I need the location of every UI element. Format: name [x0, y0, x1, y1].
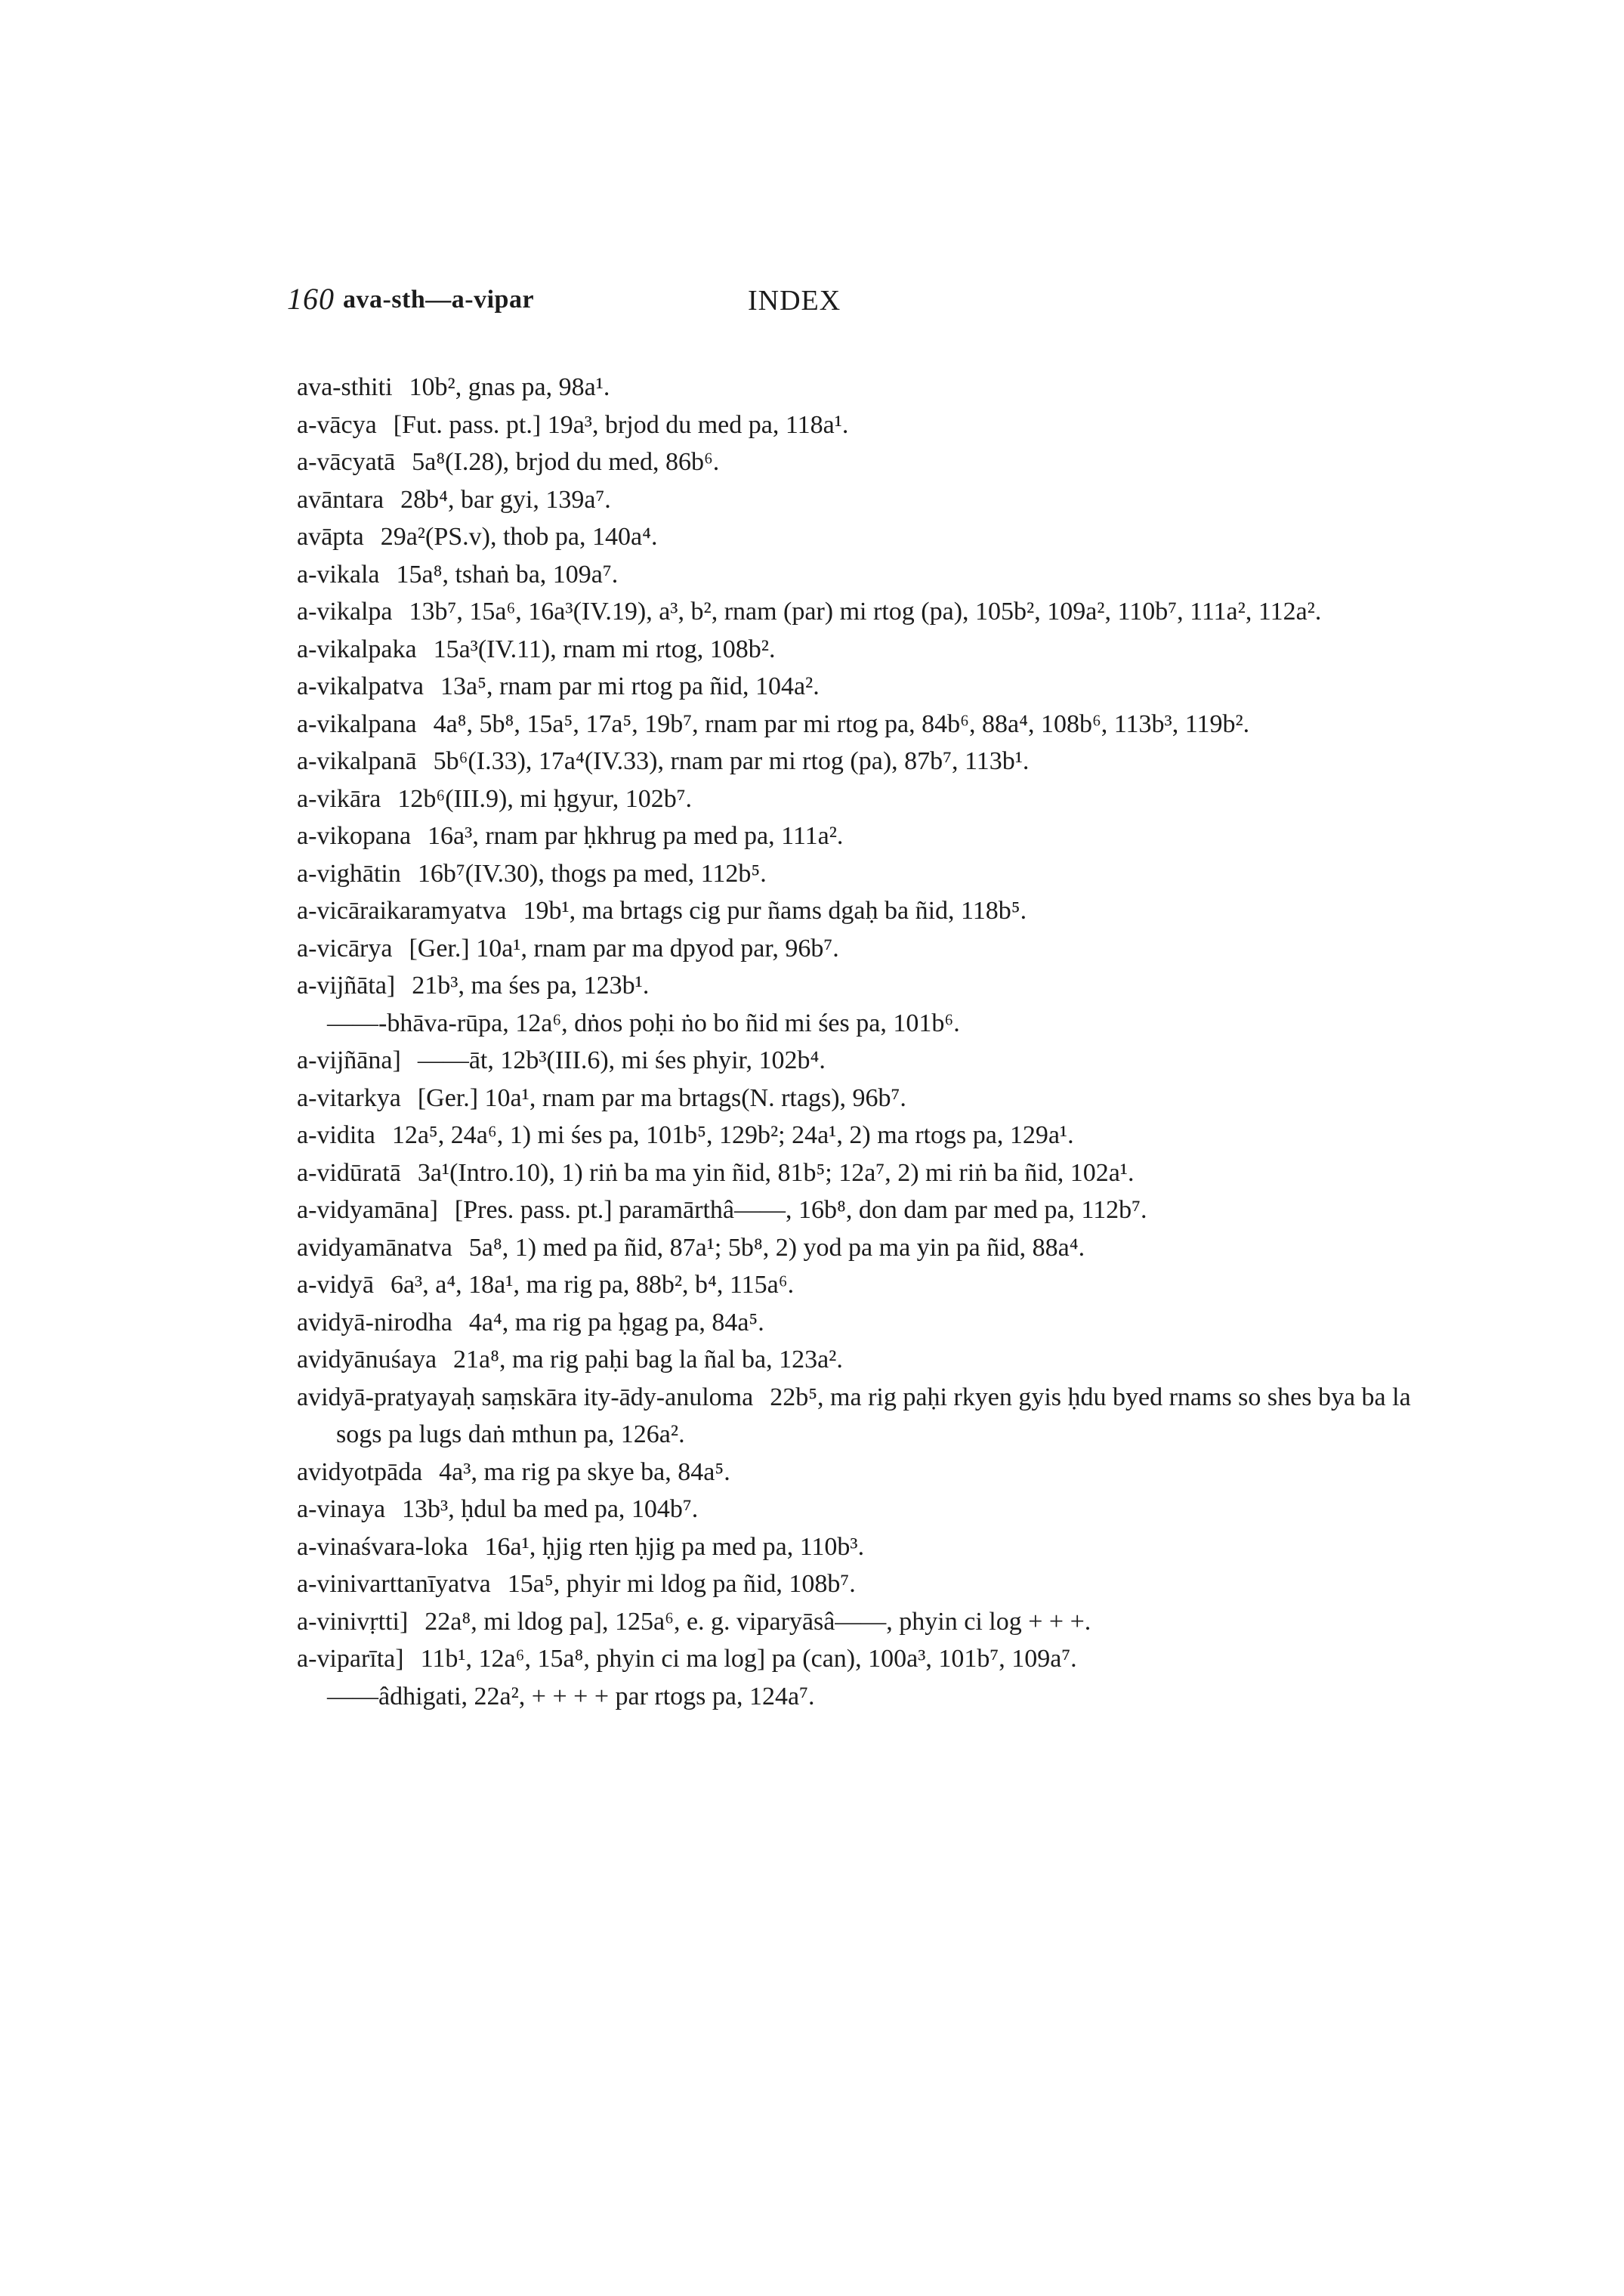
entry-headword: a-vikopana	[297, 822, 412, 850]
entry-headword: avidyamānatva	[297, 1233, 452, 1262]
entry-body: 15a⁸, tshaṅ ba, 109a⁷.	[396, 560, 619, 589]
entry-headword: a-vidūratā	[297, 1158, 401, 1187]
entry-body: 4a⁸, 5b⁸, 15a⁵, 17a⁵, 19b⁷, rnam par mi rtog pa, 84b⁶, 88a⁴, 108b⁶, 113b³, 119b².	[433, 709, 1250, 738]
index-entry	[297, 817, 1354, 855]
index-entry	[297, 369, 1354, 406]
entry-headword: a-vikalpana	[297, 709, 417, 738]
entry-body: 5a⁸(I.28), brjod du med, 86b⁶.	[412, 448, 720, 476]
index-entry	[297, 1117, 1354, 1154]
index-entry	[297, 1266, 1354, 1304]
entry-headword: a-vitarkya	[297, 1083, 401, 1112]
index-entry	[297, 930, 1354, 968]
entry-body: 15a³(IV.11), rnam mi rtog, 108b².	[433, 635, 776, 663]
entry-headword: avidyā-pratyayaḥ saṃskāra ity-ādy-anuloma	[297, 1383, 754, 1411]
entry-headword: a-vicārya	[297, 934, 393, 963]
index-entry	[297, 1528, 1354, 1566]
page-number: 160	[287, 282, 335, 316]
entry-headword: a-vijñāta]	[297, 972, 396, 1000]
entry-headword: avāpta	[297, 523, 364, 551]
index-entry	[297, 1154, 1354, 1192]
entry-headword: a-vidita	[297, 1121, 375, 1149]
entry-headword: a-vācyatā	[297, 448, 396, 476]
entry-headword: a-vācya	[297, 410, 377, 439]
entry-body: 21a⁸, ma rig paḥi bag la ñal ba, 123a².	[453, 1346, 843, 1374]
entry-headword: a-vikala	[297, 560, 380, 589]
index-entry	[297, 967, 1354, 1005]
index-entry	[297, 1304, 1354, 1342]
entry-headword: a-vikalpa	[297, 598, 393, 626]
entry-body: 16b⁷(IV.30), thogs pa med, 112b⁵.	[417, 859, 767, 888]
entry-headword: a-vinaya	[297, 1495, 386, 1523]
entry-body: ——-bhāva-rūpa, 12a⁶, dṅos poḥi ṅo bo ñid mi śes pa, 101b⁶.	[327, 1009, 960, 1037]
entry-body: 6a³, a⁴, 18a¹, ma rig pa, 88b², b⁴, 115a⁶.	[390, 1271, 795, 1299]
index-entry	[297, 1080, 1354, 1117]
entry-headword: a-vinivarttanīyatva	[297, 1570, 491, 1598]
index-entry	[297, 1042, 1354, 1080]
entry-body: 10b², gnas pa, 98a¹.	[409, 373, 610, 401]
entry-body: 5b⁶(I.33), 17a⁴(IV.33), rnam par mi rtog (pa), 87b⁷, 113b¹.	[433, 747, 1030, 775]
entry-headword: a-vicāraikaramyatva	[297, 897, 507, 925]
entry-body: [Ger.] 10a¹, rnam par ma brtags(N. rtags), 96b⁷.	[417, 1083, 906, 1112]
entry-body: 11b¹, 12a⁶, 15a⁸, phyin ci ma log] pa (can), 100a³, 101b⁷, 109a⁷.	[420, 1645, 1077, 1673]
entry-headword: avidyā-nirodha	[297, 1308, 452, 1337]
entry-body: 15a⁵, phyir mi ldog pa ñid, 108b⁷.	[507, 1570, 856, 1598]
entry-headword: a-viparīta]	[297, 1645, 404, 1673]
index-subentry	[297, 1005, 1354, 1043]
index-entry	[297, 631, 1354, 669]
entry-headword: a-vikalpanā	[297, 747, 417, 775]
entry-body: 12a⁵, 24a⁶, 1) mi śes pa, 101b⁵, 129b²; 24a¹, 2) ma rtogs pa, 129a¹.	[391, 1121, 1074, 1149]
index-entry	[297, 780, 1354, 818]
entry-body: ——âdhigati, 22a², + + + + par rtogs pa, 124a⁷.	[327, 1682, 815, 1710]
entry-headword: a-vidyā	[297, 1271, 374, 1299]
entry-headword: avidyotpāda	[297, 1457, 423, 1486]
entry-body: 28b⁴, bar gyi, 139a⁷.	[400, 485, 611, 514]
index-entry	[297, 481, 1354, 519]
entry-headword: a-vinivṛtti]	[297, 1607, 409, 1636]
index-entry	[297, 443, 1354, 481]
index-entry	[297, 892, 1354, 930]
running-head: ava-sth—a-vipar	[343, 286, 535, 314]
entry-headword: a-vighātin	[297, 859, 401, 888]
entry-body: 13b⁷, 15a⁶, 16a³(IV.19), a³, b², rnam (par) mi rtog (pa), 105b², 109a², 110b⁷, 111a², 112a².	[409, 598, 1322, 626]
entry-body: 22b⁵, ma rig paḥi rkyen gyis ḥdu byed rnams so shes bya ba la sogs pa lugs daṅ mthun pa, 126a².	[336, 1383, 1411, 1448]
entry-headword: avāntara	[297, 485, 384, 514]
index-entry	[297, 406, 1354, 444]
page-header	[287, 281, 1345, 326]
index-entry	[297, 518, 1354, 556]
entry-body: 22a⁸, mi ldog pa], 125a⁶, e. g. viparyāsâ——, phyin ci log + + +.	[425, 1607, 1091, 1636]
index-entry	[297, 743, 1354, 780]
index-entry	[297, 1454, 1354, 1491]
entry-body: 16a¹, ḥjig rten ḥjig pa med pa, 110b³.	[484, 1532, 865, 1561]
entry-headword: a-vikalpatva	[297, 672, 425, 700]
entry-headword: a-vinaśvara-loka	[297, 1532, 468, 1561]
entry-headword: a-vijñāna]	[297, 1046, 401, 1074]
entry-headword: a-vidyamāna]	[297, 1196, 438, 1224]
index-entry	[297, 1491, 1354, 1528]
index-entry	[297, 1565, 1354, 1603]
entry-headword: a-vikalpaka	[297, 635, 417, 663]
entry-headword: ava-sthiti	[297, 373, 393, 401]
entry-headword: a-vikāra	[297, 784, 381, 813]
index-entry	[297, 668, 1354, 706]
entry-body: [Pres. pass. pt.] paramārthâ——, 16b⁸, don dam par med pa, 112b⁷.	[454, 1196, 1147, 1224]
index-subentry	[297, 1678, 1354, 1716]
index-entry	[297, 855, 1354, 893]
entry-body: 29a²(PS.v), thob pa, 140a⁴.	[380, 523, 658, 551]
entry-body: 5a⁸, 1) med pa ñid, 87a¹; 5b⁸, 2) yod pa ma yin pa ñid, 88a⁴.	[468, 1233, 1085, 1262]
index-entry	[297, 1379, 1431, 1454]
entry-body: 4a³, ma rig pa skye ba, 84a⁵.	[439, 1457, 730, 1486]
entry-body: 4a⁴, ma rig pa ḥgag pa, 84a⁵.	[468, 1308, 764, 1337]
page-title: INDEX	[748, 285, 841, 317]
entry-body: 12b⁶(III.9), mi ḥgyur, 102b⁷.	[397, 784, 693, 813]
entry-headword: avidyānuśaya	[297, 1346, 437, 1374]
entry-body: ——āt, 12b³(III.6), mi śes phyir, 102b⁴.	[417, 1046, 826, 1074]
entry-body: 13a⁵, rnam par mi rtog pa ñid, 104a².	[440, 672, 820, 700]
entry-body: 21b³, ma śes pa, 123b¹.	[412, 972, 650, 1000]
index-entry	[297, 706, 1431, 743]
index-entry	[297, 593, 1431, 631]
index-entry	[297, 1603, 1354, 1641]
entry-body: 3a¹(Intro.10), 1) riṅ ba ma yin ñid, 81b⁵; 12a⁷, 2) mi riṅ ba ñid, 102a¹.	[417, 1158, 1135, 1187]
entry-body: 16a³, rnam par ḥkhrug pa med pa, 111a².	[428, 822, 844, 850]
entry-body: 19b¹, ma brtags cig pur ñams dgaḥ ba ñid, 118b⁵.	[523, 897, 1027, 925]
index-entry	[297, 1341, 1354, 1379]
index-entry	[297, 1640, 1354, 1678]
index-entry	[297, 1229, 1354, 1267]
index-entry	[297, 1191, 1354, 1229]
index-entry	[297, 556, 1354, 594]
index-entries	[297, 369, 1411, 1715]
entry-body: [Ger.] 10a¹, rnam par ma dpyod par, 96b⁷.	[409, 934, 839, 963]
entry-body: 13b³, ḥdul ba med pa, 104b⁷.	[402, 1495, 699, 1523]
entry-body: [Fut. pass. pt.] 19a³, brjod du med pa, 118a¹.	[393, 410, 849, 439]
